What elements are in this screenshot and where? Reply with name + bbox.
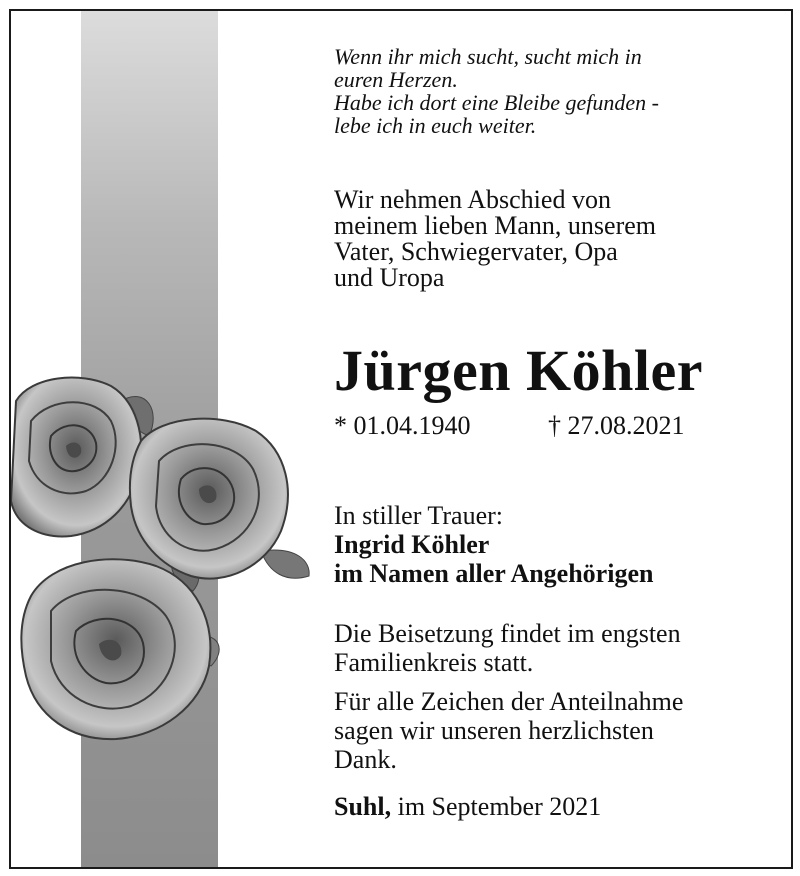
burial-note: Die Beisetzung findet im engsten Familienkreis statt.	[334, 619, 681, 677]
mourner-name: Ingrid Köhler	[334, 530, 490, 559]
mourning-label: In stiller Trauer:	[334, 501, 503, 530]
birth-date: * 01.04.1940	[334, 411, 471, 440]
mourners-block	[334, 501, 771, 588]
closing-city: Suhl,	[334, 792, 392, 821]
rose-bottom	[21, 559, 210, 739]
rose-top-right	[130, 419, 288, 579]
poem-verse: Wenn ihr mich sucht, sucht mich in euren Herzen. Habe ich dort eine Bleibe gefunden - lebe ich in euch weiter.	[334, 44, 660, 138]
farewell-intro: Wir nehmen Abschied von meinem lieben Mann, unserem Vater, Schwiegervater, Opa und Uropa	[334, 185, 657, 292]
obituary-notice	[9, 9, 793, 869]
mourner-relatives: im Namen aller Angehörigen	[334, 559, 654, 588]
deceased-name: Jürgen Köhler	[334, 338, 703, 403]
roses-illustration	[11, 361, 321, 761]
death-date: † 27.08.2021	[548, 411, 685, 440]
life-dates	[334, 411, 771, 441]
closing-line	[334, 792, 771, 822]
rose-top-left	[11, 378, 141, 537]
closing-date: im September 2021	[391, 792, 602, 821]
thanks-note: Für alle Zeichen der Anteilnahme sagen wir unseren herzlichsten Dank.	[334, 687, 684, 774]
